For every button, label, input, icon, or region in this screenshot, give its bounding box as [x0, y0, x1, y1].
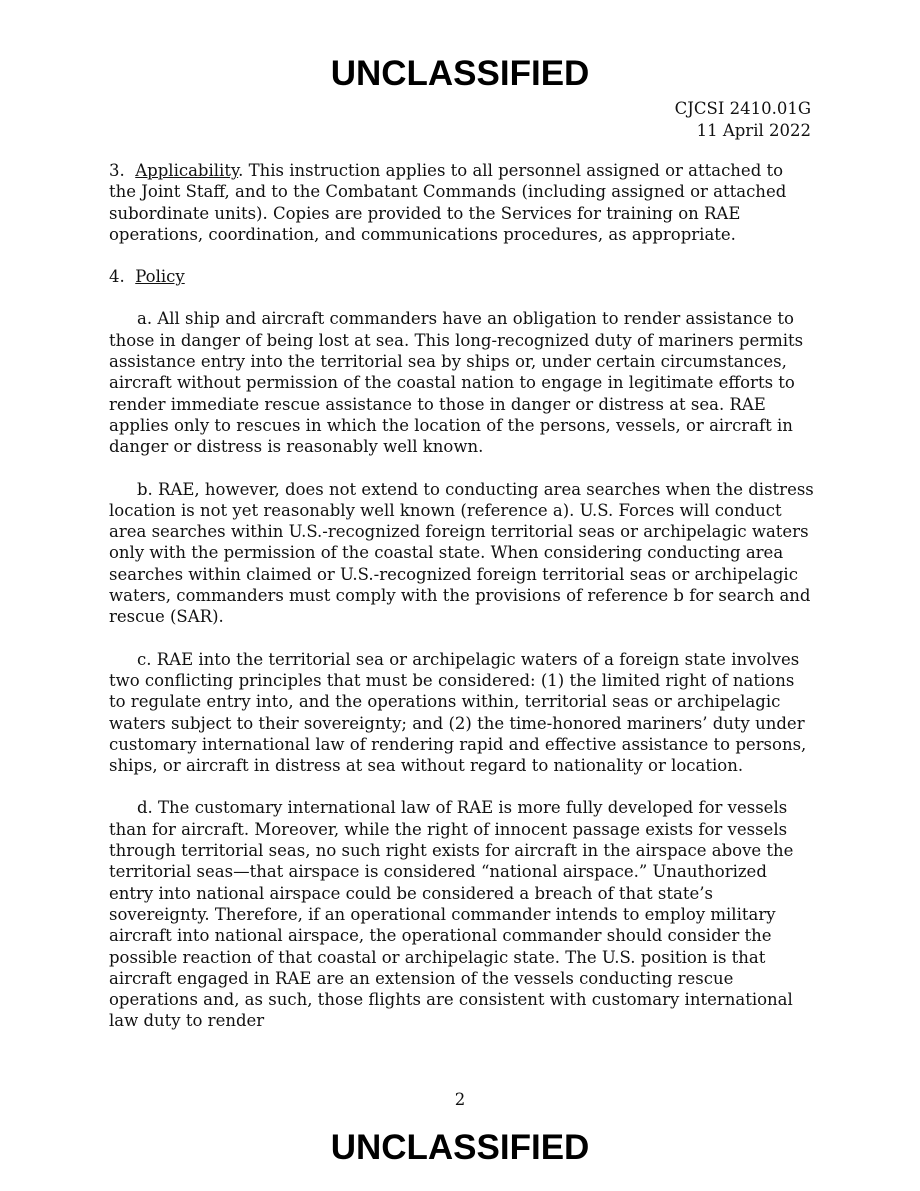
section-number: 4. — [109, 267, 125, 287]
policy-heading — [109, 266, 814, 287]
document-id: CJCSI 2410.01G — [674, 99, 811, 118]
document-reference — [675, 98, 811, 142]
policy-paragraph-d: d. The customary international law of RAE is more fully developed for vessels than for aircraft. Moreover, while the right of innocent passage exists for vessels through territorial seas, no such right exists for aircraft in the airspace above the territorial seas—that airspace is considered “national airspace.” Unauthorized entry into national airspace could be considered a breach of that state’s sovereignty. Therefore, if an operational commander intends to employ military aircraft into national airspace, the operational commander should consider the possible reaction of that coastal or archipelagic state. The U.S. position is that aircraft engaged in RAE are an extension of the vessels conducting rescue operations and, as such, those flights are consistent with customary international law duty to render — [109, 798, 794, 1031]
classification-banner-top: UNCLASSIFIED — [330, 54, 590, 93]
section-title-policy: Policy — [135, 267, 185, 287]
section-title-applicability: Applicability — [135, 161, 239, 180]
document-date: 11 April 2022 — [696, 121, 811, 140]
policy-paragraph-c: c. RAE into the territorial sea or archipelagic waters of a foreign state involves two conflicting principles that must be considered: (1) the limited right of nations to regulate entry into, and the operations within, territorial seas or archipelagic waters subject to their sovereignty; and (2) the time-honored mariners’ duty under customary international law of rendering rapid and effective assistance to persons, ships, or aircraft in distress at sea without regard to nationality or location. — [109, 649, 807, 776]
policy-paragraph-a: a. All ship and aircraft commanders have an obligation to render assistance to those in danger of being lost at sea. This long-recognized duty of mariners permits assistance entry into the territorial sea by ships or, under certain circumstances, aircraft without permission of the coastal nation to engage in legitimate efforts to render immediate rescue assistance to those in danger or distress at sea. RAE applies only to rescues in which the location of the persons, vessels, or aircraft in danger or distress is reasonably well known. — [109, 309, 804, 457]
section-number: 3. — [109, 161, 125, 180]
page-number: 2 — [454, 1090, 466, 1109]
applicability-text: . This instruction applies to all personnel assigned or attached to the Joint Staff, and to the Combatant Commands (including assigned or attached subordinate units). Copies are provided to the Services for training on RAE operations, coordination, and communications procedures, as appropriate. — [109, 161, 787, 244]
policy-paragraph-b: b. RAE, however, does not extend to conducting area searches when the distress location is not yet reasonably well known (reference a). U.S. Forces will conduct area searches within U.S.-recognized foreign territorial seas or archipelagic waters only with the permission of the coastal state. When considering conducting area searches within claimed or U.S.-recognized foreign territorial seas or archipelagic waters, commanders must comply with the provisions of reference b for search and rescue (SAR). — [109, 479, 814, 627]
classification-banner-bottom: UNCLASSIFIED — [330, 1128, 590, 1167]
applicability-paragraph — [109, 160, 814, 245]
document-body — [109, 160, 814, 1053]
